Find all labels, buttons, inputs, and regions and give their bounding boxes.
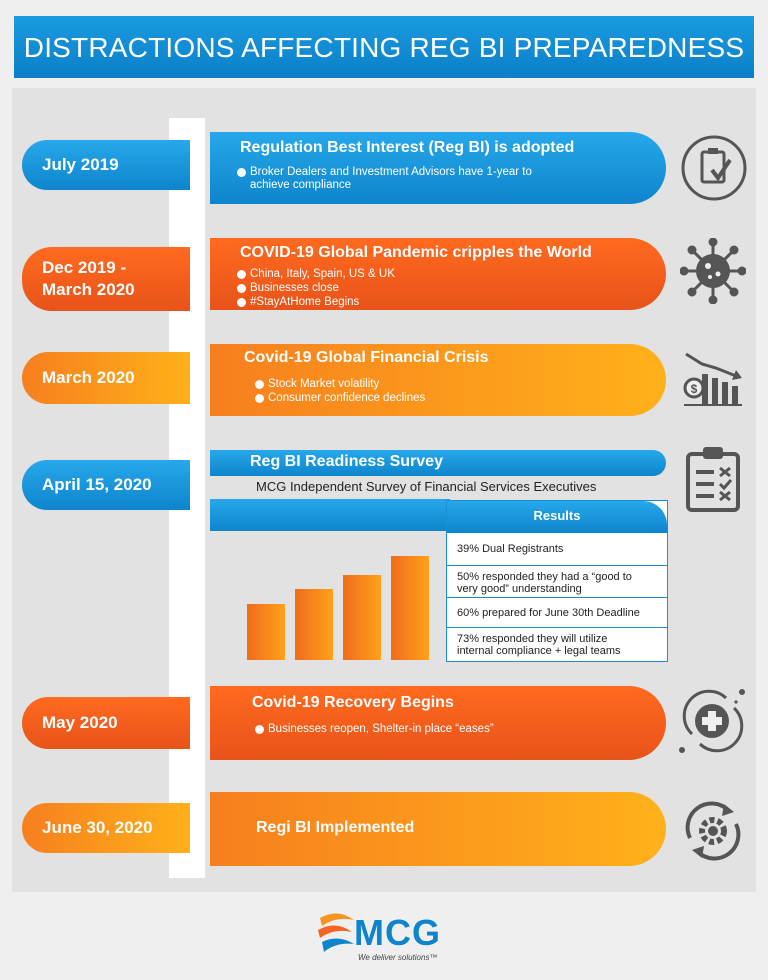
date-tag-april-15-2020 (22, 460, 190, 510)
event-box-pandemic (210, 238, 666, 310)
result-row (457, 607, 663, 619)
row-divider (447, 597, 667, 598)
result-text: 39% Dual Registrants (457, 543, 564, 555)
logo-tagline: We deliver solutions™ (358, 953, 438, 962)
result-row (457, 543, 663, 555)
survey-title-bar (210, 450, 666, 476)
svg-text:$: $ (690, 382, 698, 396)
clipboard-list-icon (684, 444, 742, 514)
event-bullet: Stock Market volatility (268, 378, 380, 390)
survey-blue-strip (210, 499, 450, 531)
event-title: Covid-19 Global Financial Crisis (244, 349, 489, 366)
event-title: COVID-19 Global Pandemic cripples the World (240, 244, 592, 261)
results-header: Results (447, 501, 667, 533)
event-bullet: China, Italy, Spain, US & UK (250, 268, 395, 280)
date-tag-march-2020 (22, 352, 190, 404)
event-bullet: Consumer confidence declines (268, 392, 426, 404)
event-box-recovery (210, 686, 666, 760)
clipboard-check-icon (680, 134, 748, 202)
results-table (446, 500, 668, 662)
event-box-implemented (210, 792, 666, 866)
medical-cross-icon (676, 684, 750, 758)
event-bullet: Broker Dealers and Investment Advisors have 1-year to achieve compliance (250, 166, 570, 192)
event-title: Covid-19 Recovery Begins (252, 694, 454, 711)
date-label-line1: Dec 2019 - (42, 258, 127, 277)
date-label: June 30, 2020 (42, 818, 153, 837)
event-bullet: Businesses reopen, Shelter-in place “eases” (268, 723, 494, 735)
date-tag-dec-2019-march-2020 (22, 247, 190, 311)
result-text: 50% responded they had a “good to (457, 571, 632, 583)
date-label-line2: March 2020 (42, 280, 135, 299)
declining-chart-icon (682, 350, 744, 408)
date-label: March 2020 (42, 368, 135, 387)
date-tag-june-30-2020 (22, 803, 190, 853)
date-label: May 2020 (42, 713, 118, 732)
survey-bar-4 (391, 556, 429, 660)
result-row (457, 571, 663, 595)
date-tag-july-2019 (22, 140, 190, 190)
survey-bar-1 (247, 604, 285, 660)
result-text: 60% prepared for June 30th Deadline (457, 607, 640, 619)
event-bullet: Businesses close (250, 282, 339, 294)
row-divider (447, 565, 667, 566)
result-row (457, 633, 663, 657)
virus-icon (680, 238, 746, 304)
result-text: internal compliance + legal teams (457, 645, 621, 657)
date-label: April 15, 2020 (42, 475, 152, 494)
date-tag-may-2020 (22, 697, 190, 749)
header-banner (14, 16, 754, 78)
gear-cycle-icon (680, 798, 746, 864)
survey-bar-2 (295, 589, 333, 660)
survey-bar-3 (343, 575, 381, 660)
event-box-reg-bi-adopted (210, 132, 666, 204)
date-label: July 2019 (42, 155, 119, 174)
result-text: very good” understanding (457, 583, 582, 595)
event-title: Regulation Best Interest (Reg BI) is adopted (240, 139, 575, 156)
event-title: Reg BI Readiness Survey (250, 453, 443, 470)
result-text: 73% responded they will utilize (457, 633, 608, 645)
mcg-logo-mark (316, 908, 356, 956)
event-title: Regi BI Implemented (256, 819, 415, 836)
event-bullet: #StayAtHome Begins (250, 296, 360, 308)
survey-subtitle: MCG Independent Survey of Financial Services Executives (256, 479, 597, 494)
page-title: DISTRACTIONS AFFECTING REG BI PREPAREDNESS (23, 32, 745, 63)
row-divider (447, 627, 667, 628)
event-box-financial-crisis (210, 344, 666, 416)
logo-text: MCG (354, 912, 441, 953)
